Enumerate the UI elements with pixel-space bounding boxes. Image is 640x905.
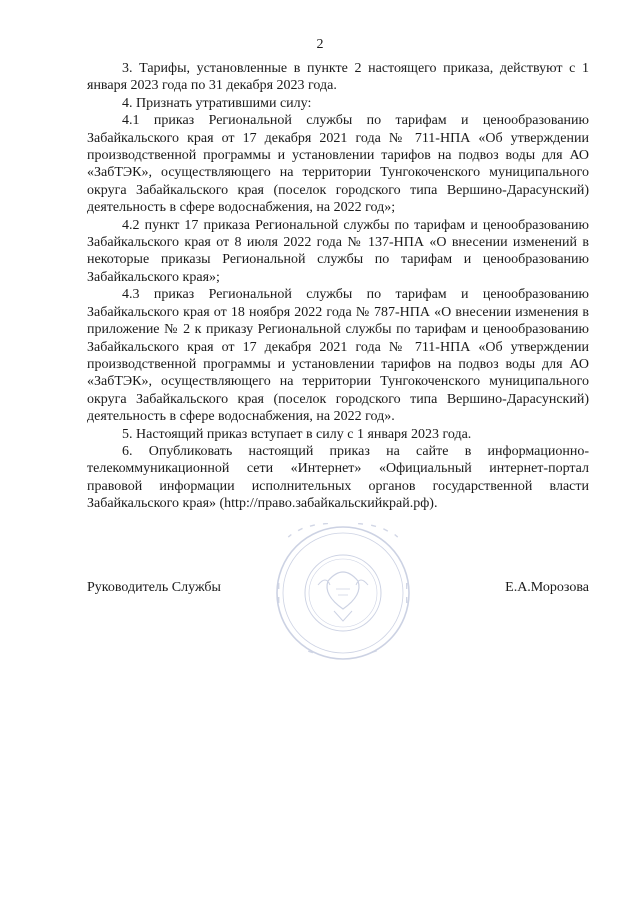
paragraph-4-2: 4.2 пункт 17 приказа Региональной службы по тарифам и ценообразованию Забайкальского края от 8 июля 2022 года № 137-НПА «О внесении изменений в некоторые приказы Региональной службы по тарифам и ценообразованию Забайкальского края»; [87, 217, 589, 285]
document-body [87, 60, 589, 513]
paragraph-5: 5. Настоящий приказ вступает в силу с 1 января 2023 года. [122, 426, 472, 442]
paragraph-3: 3. Тарифы, установленные в пункте 2 настоящего приказа, действуют с 1 января 2023 года по 31 декабря 2023 года. [87, 61, 589, 94]
page-number: 2 [316, 37, 324, 52]
paragraph-4: 4. Признать утратившими силу: [122, 95, 312, 111]
signatory-name: Е.А.Морозова [505, 580, 589, 595]
signatory-position: Руководитель Службы [87, 580, 221, 595]
signature-block [87, 580, 589, 596]
paragraph-6: 6. Опубликовать настоящий приказ на сайте в информационно-телекоммуникационной сети «Интернет» «Официальный интернет-портал правовой информации исполнительных органов государственной власти Забайкальского края» (http://право.забайкальскийкрай.рф). [87, 443, 589, 512]
paragraph-4-1: 4.1 приказ Региональной службы по тарифам и ценообразованию Забайкальского края от 17 декабря 2021 года № 711-НПА «Об утверждении производственной программы и установлении тарифов на подвоз воды для АО «ЗабТЭК», осуществляющего на территории Тунгокоченского муниципального округа Забайкальского края (поселок городского типа Вершино-Дарасунский) деятельность в сфере водоснабжения, на 2022 год»; [87, 113, 589, 216]
paragraph-4-3: 4.3 приказ Региональной службы по тарифам и ценообразованию Забайкальского края от 18 ноября 2022 года № 787-НПА «О внесении изменения в приложение № 2 к приказу Региональной службы по тарифам и ценообразованию Забайкальского края от 17 декабря 2021 года № 711-НПА «Об утверждении производственной программы и установлении тарифов на подвоз воды для АО «ЗабТЭК», осуществляющего на территории Тунгокоченского муниципального округа Забайкальского края (поселок городского типа Вершино-Дарасунский) деятельность в сфере водоснабжения, на 2022 год». [87, 287, 589, 425]
